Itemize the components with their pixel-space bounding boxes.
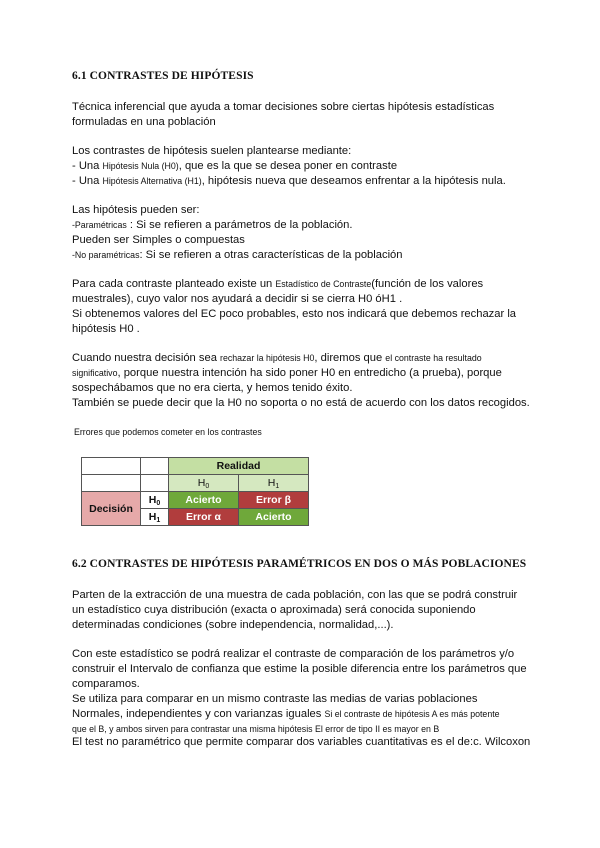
decision-line-2-rest: , porque nuestra intención ha sido poner H0 en entredicho (a prueba), porque [117, 367, 502, 379]
decision-line-3: sospechábamos que no era cierta, y hemos tenido éxito. [72, 382, 353, 394]
nonparametric-term: -No paramétricas [72, 250, 140, 260]
simple-line: Pueden ser Simples o compuestas [72, 234, 245, 246]
decision-line-2 [72, 366, 502, 381]
s2-p3-line-2: que el B, y ambos sirven para contrastar una misma hipótesis El error de tipo II es mayor en B [72, 724, 440, 734]
decision-line-4: También se puede decir que la H0 no soporta o no está de acuerdo con los datos recogidos. [72, 397, 530, 409]
table-empty-cell [82, 458, 141, 475]
statistic-line-4: hipótesis H0 . [72, 323, 140, 335]
parametric-term: -Paramétricas [72, 220, 127, 230]
null-term: Hipótesis Nula (H0) [102, 161, 179, 171]
alt-hypothesis-line [72, 174, 506, 189]
intro-line-2: formuladas en una población [72, 116, 216, 128]
s2-p2-line-3: comparamos. [72, 678, 140, 690]
s2-p1-line-3: determinadas condiciones (sobre independencia, normalidad,...). [72, 619, 394, 631]
alt-term: Hipótesis Alternativa (H1) [102, 176, 202, 186]
h-letter: H [148, 493, 157, 506]
s2-p1-line-2: un estadístico cuya distribución (exacta o aproximada) será conocida suponiendo [72, 604, 476, 616]
s2-p3-b: Si el contraste de hipótesis A es más potente [324, 709, 500, 719]
s2-p1-line-1: Parten de la extracción de una muestra de cada población, con las que se podrá construir [72, 589, 518, 601]
alt-rest: , hipótesis nueva que deseamos enfrentar a la hipótesis nula. [201, 175, 506, 187]
decision-h1-header [141, 509, 169, 526]
s2-p3-line-3: El test no paramétrico que permite comparar dos variables cuantitativas es el de:c. Wilcoxon [72, 736, 531, 748]
s2-p3-line-1 [72, 707, 500, 722]
subscript-0: 0 [205, 482, 210, 490]
h-letter: H [267, 476, 276, 489]
parametric-rest: : Si se refieren a parámetros de la población. [129, 219, 353, 231]
reality-header: Realidad [169, 458, 309, 475]
subscript-1: 1 [275, 482, 280, 490]
cell-acierto-h0: Acierto [169, 492, 239, 509]
nonparametric-rest: : Si se refieren a otras características de la población [139, 249, 403, 261]
subscript-1: 1 [156, 516, 161, 524]
reality-h0-header [169, 475, 239, 492]
table-empty-cell [141, 475, 169, 492]
decision-b: rechazar la hipótesis H0 [220, 353, 315, 363]
statistic-b: (función de los valores [371, 278, 484, 290]
cell-acierto-h1: Acierto [239, 509, 309, 526]
statistic-term: Estadístico de Contraste [275, 279, 372, 289]
s2-p3-a: Normales, independientes y con varianzas iguales [72, 708, 325, 720]
intro-line-1: Técnica inferencial que ayuda a tomar decisiones sobre ciertas hipótesis estadísticas [72, 101, 495, 113]
section-2-title: 6.2 CONTRASTES DE HIPÓTESIS PARAMÉTRICOS EN DOS O MÁS POBLACIONES [72, 558, 527, 570]
errors-caption: Errores que podemos cometer en los contrastes [74, 427, 262, 437]
decision-header: Decisión [82, 492, 141, 526]
raised-intro: Los contrastes de hipótesis suelen plantearse mediante: [72, 145, 352, 157]
subscript-0: 0 [156, 499, 161, 507]
statistic-a: Para cada contraste planteado existe un [72, 278, 276, 290]
null-hypothesis-line [72, 159, 397, 174]
types-intro: Las hipótesis pueden ser: [72, 204, 200, 216]
alt-prefix: - Una [72, 175, 103, 187]
section-1-title: 6.1 CONTRASTES DE HIPÓTESIS [72, 70, 254, 82]
s2-p2-line-2: construir el Intervalo de confianza que estime la posible diferencia entre los parámetros que [72, 663, 527, 675]
s2-p2-line-1: Con este estadístico se podrá realizar el contraste de comparación de los parámetros y/o [72, 648, 515, 660]
statistic-line-2: muestrales), cuyo valor nos ayudará a decidir si se cierra H0 óH1 . [72, 293, 403, 305]
decision-a: Cuando nuestra decisión sea [72, 352, 221, 364]
s2-p2-line-4: Se utiliza para comparar en un mismo contraste las medias de varias poblaciones [72, 693, 478, 705]
significant-term: significativo [72, 368, 118, 378]
reality-h1-header [239, 475, 309, 492]
cell-error-alpha: Error α [169, 509, 239, 526]
parametric-line [72, 218, 353, 233]
decision-line-1 [72, 351, 482, 366]
table-empty-cell [82, 475, 141, 492]
statistic-line-3: Si obtenemos valores del EC poco probables, esto nos indicará que debemos rechazar la [72, 308, 517, 320]
decision-c: , diremos que [314, 352, 386, 364]
null-rest: , que es la que se desea poner en contraste [178, 160, 398, 172]
h-letter: H [197, 476, 206, 489]
decision-d: el contraste ha resultado [385, 353, 482, 363]
cell-error-beta: Error β [239, 492, 309, 509]
null-prefix: - Una [72, 160, 103, 172]
errors-table [81, 457, 309, 526]
table-empty-cell [141, 458, 169, 475]
nonparametric-line [72, 248, 403, 263]
statistic-line-1 [72, 277, 483, 292]
decision-h0-header [141, 492, 169, 509]
h-letter: H [148, 510, 157, 523]
